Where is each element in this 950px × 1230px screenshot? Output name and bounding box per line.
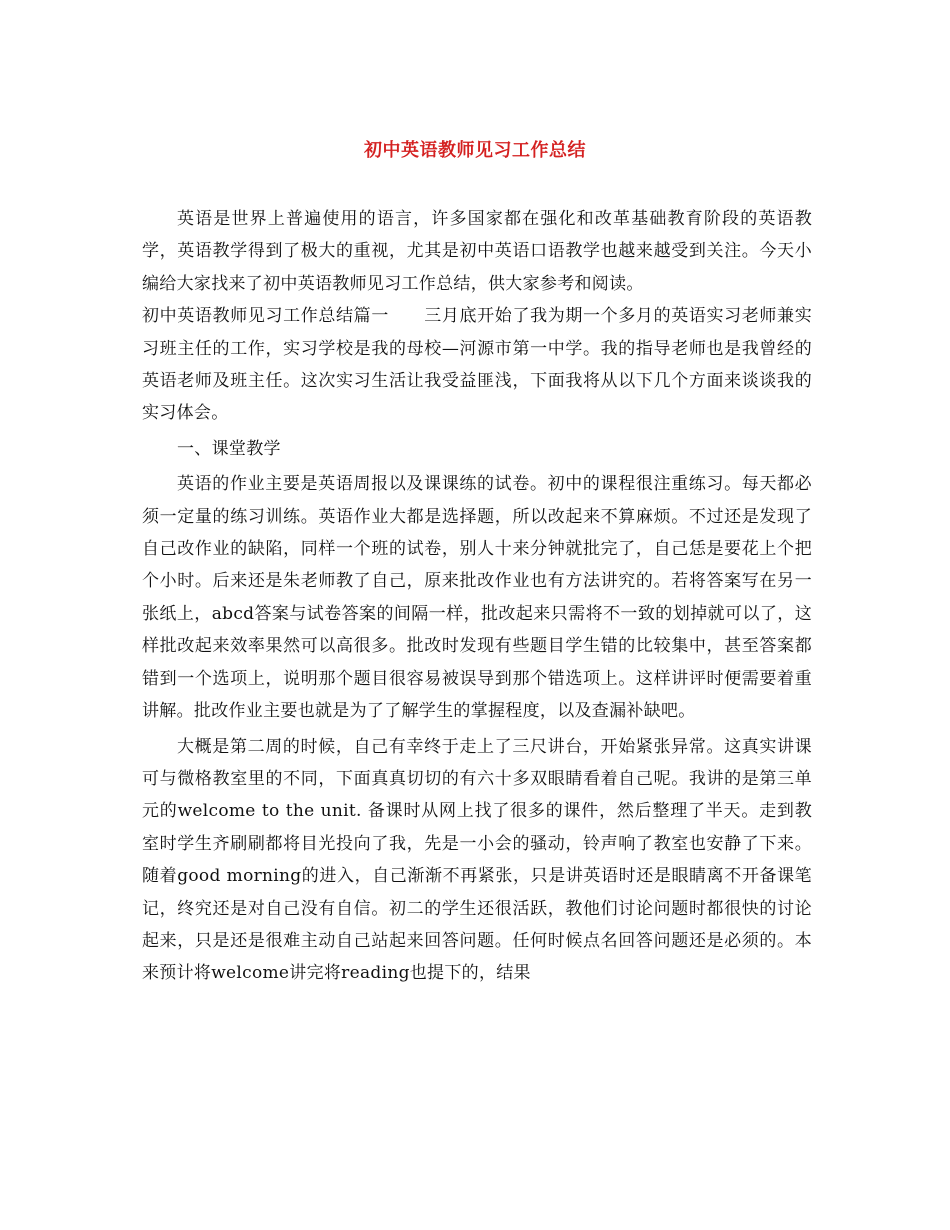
document-title: 初中英语教师见习工作总结: [364, 140, 586, 161]
document-body: [142, 203, 812, 990]
teaching-paragraph: 大概是第二周的时候，自己有幸终于走上了三尺讲台，开始紧张异常。这真实讲课可与微格教室里的不同，下面真真切切的有六十多双眼睛看着自己呢。我讲的是第三单元的welcome to the unit. 备课时从网上找了很多的课件，然后整理了半天。走到教室时学生齐刷刷都将目光投向了我，先是一小会的骚动，铃声响了教室也安静了下来。随着good morning的进入，自己渐渐不再紧张，只是讲英语时还是眼睛离不开备课笔记，终究还是对自己没有自信。初二的学生还很活跃，教他们讨论问题时都很快的讨论起来，只是还是很难主动自己站起来回答问题。任何时候点名回答问题还是必须的。本来预计将welcome讲完将reading也提下的，结果: [142, 736, 812, 984]
homework-paragraph: 英语的作业主要是英语周报以及课课练的试卷。初中的课程很注重练习。每天都必须一定量的练习训练。英语作业大都是选择题，所以改起来不算麻烦。不过还是发现了自己改作业的缺陷，同样一个班的试卷，别人十来分钟就批完了，自己恁是要花上个把个小时。后来还是朱老师教了自己，原来批改作业也有方法讲究的。若将答案写在另一张纸上，abcd答案与试卷答案的间隔一样，批改起来只需将不一致的划掉就可以了，这样批改起来效率果然可以高很多。批改时发现有些题目学生错的比较集中，甚至答案都错到一个选项上，说明那个题目很容易被误导到那个错选项上。这样讲评时便需要着重讲解。批改作业主要也就是为了了解学生的掌握程度，以及查漏补缺吧。: [142, 474, 812, 722]
section-heading: 一、课堂教学: [177, 438, 281, 459]
section-paragraph: 初中英语教师见习工作总结篇一 三月底开始了我为期一个多月的英语实习老师兼实习班主任的工作，实习学校是我的母校—河源市第一中学。我的指导老师也是我曾经的英语老师及班主任。这次实习生活让我受益匪浅，下面我将从以下几个方面来谈谈我的实习体会。: [142, 306, 812, 424]
intro-paragraph: 英语是世界上普遍使用的语言，许多国家都在强化和改革基础教育阶段的英语教学，英语教学得到了极大的重视，尤其是初中英语口语教学也越来越受到关注。今天小编给大家找来了初中英语教师见习工作总结，供大家参考和阅读。: [142, 209, 812, 294]
